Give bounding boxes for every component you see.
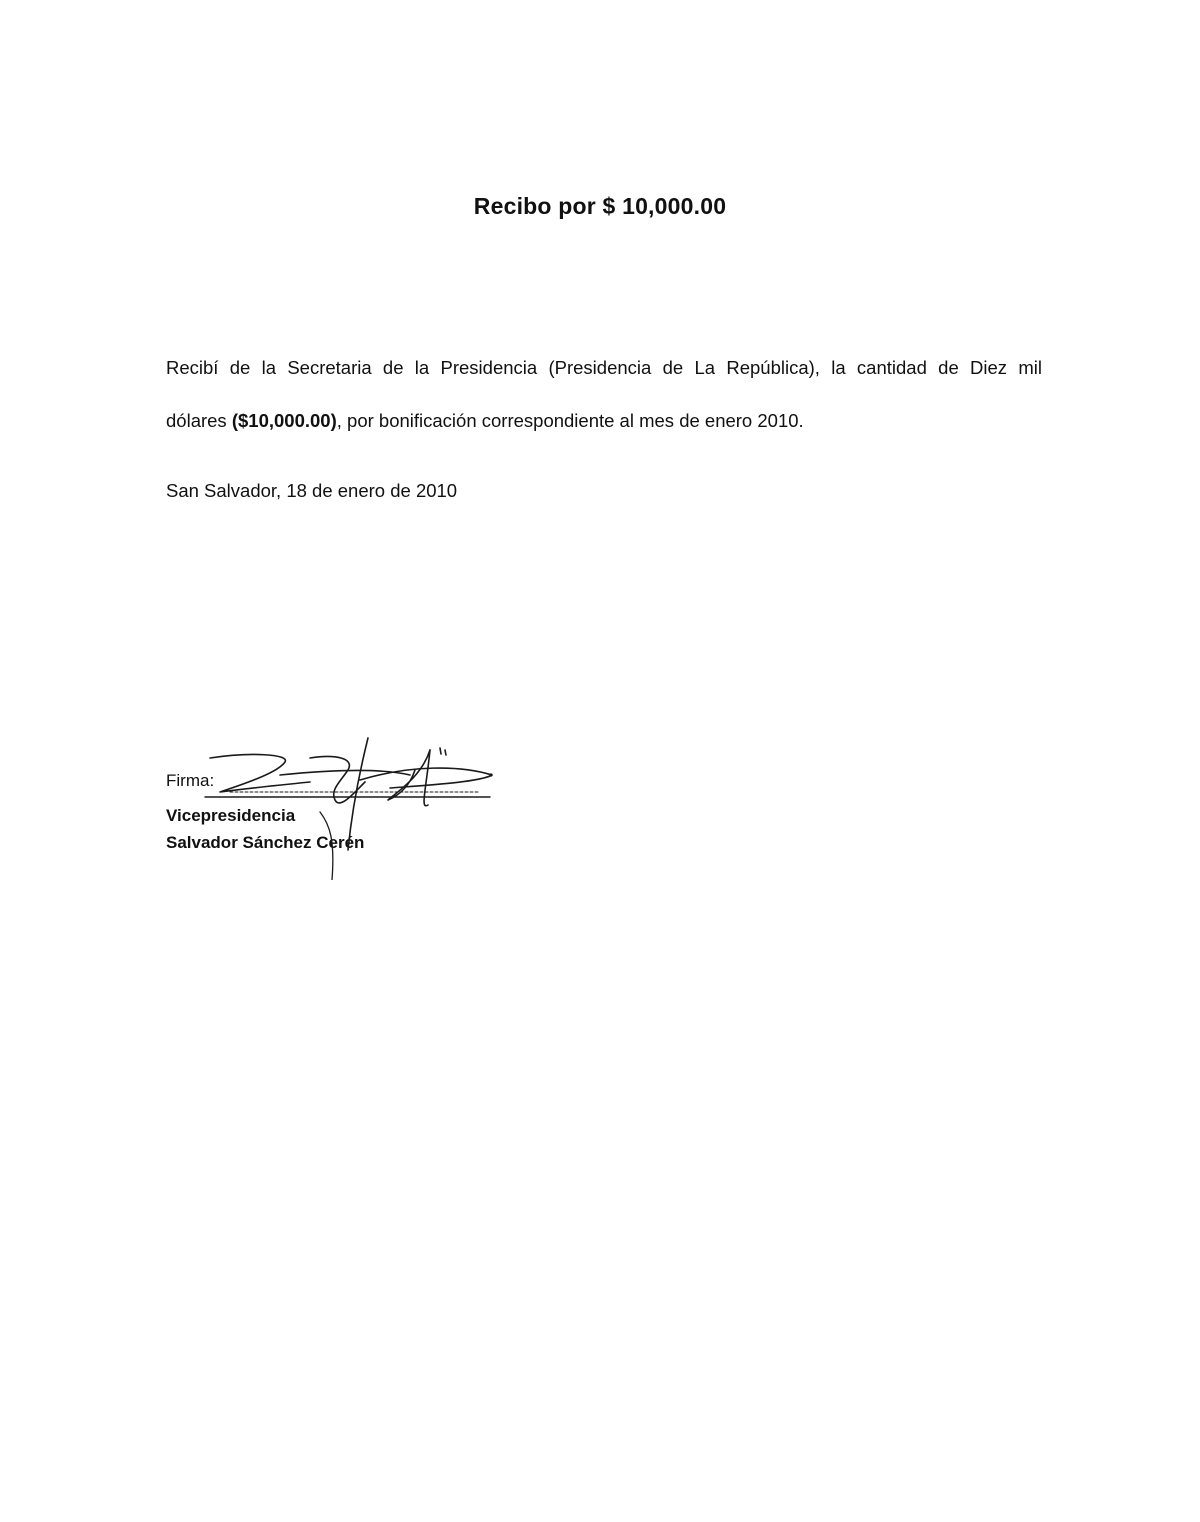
amount-bold: ($10,000.00) xyxy=(231,410,337,431)
paragraph-text-start: dólares xyxy=(166,410,232,431)
handwritten-signature xyxy=(160,730,520,880)
signer-name: Salvador Sánchez Cerén xyxy=(166,833,365,852)
firma-label: Firma: xyxy=(166,771,215,790)
signer-office: Vicepresidencia xyxy=(166,806,296,825)
receipt-paragraph-line-1: Recibí de la Secretaria de la Presidencia (Presidencia de La República), la cantidad de Diez mil xyxy=(166,357,1042,378)
place-and-date: San Salvador, 18 de enero de 2010 xyxy=(166,480,458,501)
paragraph-text-end: , por bonificación correspondiente al mes de enero 2010. xyxy=(336,410,804,431)
receipt-title: Recibo por $ 10,000.00 xyxy=(473,193,727,219)
receipt-paragraph-line-2 xyxy=(166,408,1042,434)
